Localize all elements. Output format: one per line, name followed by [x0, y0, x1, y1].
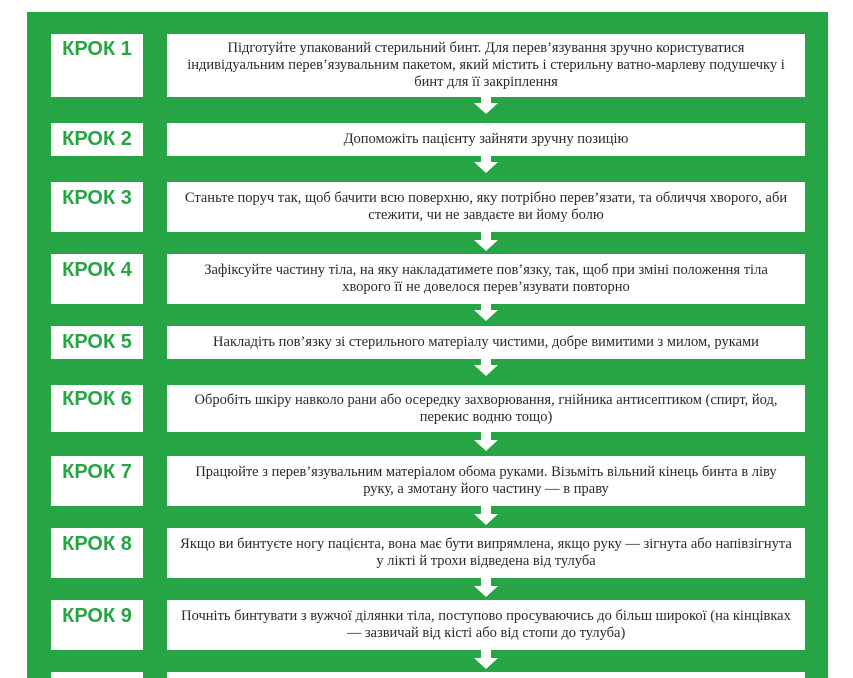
step-text-8: Якщо ви бинтуєте ногу пацієнта, вона має бути випрямлена, якщо руку — зігнута або напівзігнута у лікті й трохи відведена від тулуба — [167, 528, 805, 578]
step-label-3: КРОК 3 — [51, 182, 143, 232]
step-label-2: КРОК 2 — [51, 123, 143, 156]
arrow-5 — [474, 365, 498, 376]
step-label-next-partial — [51, 672, 143, 678]
arrow-3 — [474, 240, 498, 251]
step-label-6: КРОК 6 — [51, 385, 143, 432]
step-text-7: Працюйте з перев’язувальним матеріалом обома руками. Візьміть вільний кінець бинта в ліву руку, а змотану його частину — в праву — [167, 456, 805, 506]
step-text-3: Станьте поруч так, щоб бачити всю поверхню, яку потрібно перев’язати, та обличчя хворого, аби стежити, чи не завдаєте ви йому болю — [167, 182, 805, 232]
arrow-1 — [474, 103, 498, 114]
step-label-8: КРОК 8 — [51, 528, 143, 578]
arrow-4 — [474, 310, 498, 321]
step-text-4: Зафіксуйте частину тіла, на яку накладатимете пов’язку, так, щоб при зміні положення тіла хворого її не довелося перев’язувати повторно — [167, 254, 805, 304]
step-text-1: Підготуйте упакований стерильний бинт. Для перев’язування зручно користуватися індивідуальним перев’язувальним пакетом, який містить і стерильну ватно-марлеву подушечку і бинт для її закріплення — [167, 34, 805, 97]
arrow-9 — [474, 658, 498, 669]
connector-9 — [481, 650, 491, 658]
step-label-4: КРОК 4 — [51, 254, 143, 304]
arrow-7 — [474, 514, 498, 525]
connector-3 — [481, 232, 491, 240]
step-text-2: Допоможіть пацієнту зайняти зручну позицію — [167, 123, 805, 156]
step-text-6: Обробіть шкіру навколо рани або осередку захворювання, гнійника антисептиком (спирт, йод, перекис водню тощо) — [167, 385, 805, 432]
step-label-1: КРОК 1 — [51, 34, 143, 97]
connector-8 — [481, 578, 491, 586]
step-label-5: КРОК 5 — [51, 326, 143, 359]
arrow-6 — [474, 440, 498, 451]
step-text-next-partial — [167, 672, 805, 678]
step-label-9: КРОК 9 — [51, 600, 143, 650]
arrow-2 — [474, 162, 498, 173]
step-text-5: Накладіть пов’язку зі стерильного матеріалу чистими, добре вимитими з милом, руками — [167, 326, 805, 359]
step-label-7: КРОК 7 — [51, 456, 143, 506]
step-text-9: Почніть бинтувати з вужчої ділянки тіла, поступово просуваючись до більш широкої (на кінцівках — зазвичай від кісті або від стопи до тулуба) — [167, 600, 805, 650]
connector-6 — [481, 432, 491, 440]
arrow-8 — [474, 586, 498, 597]
connector-7 — [481, 506, 491, 514]
